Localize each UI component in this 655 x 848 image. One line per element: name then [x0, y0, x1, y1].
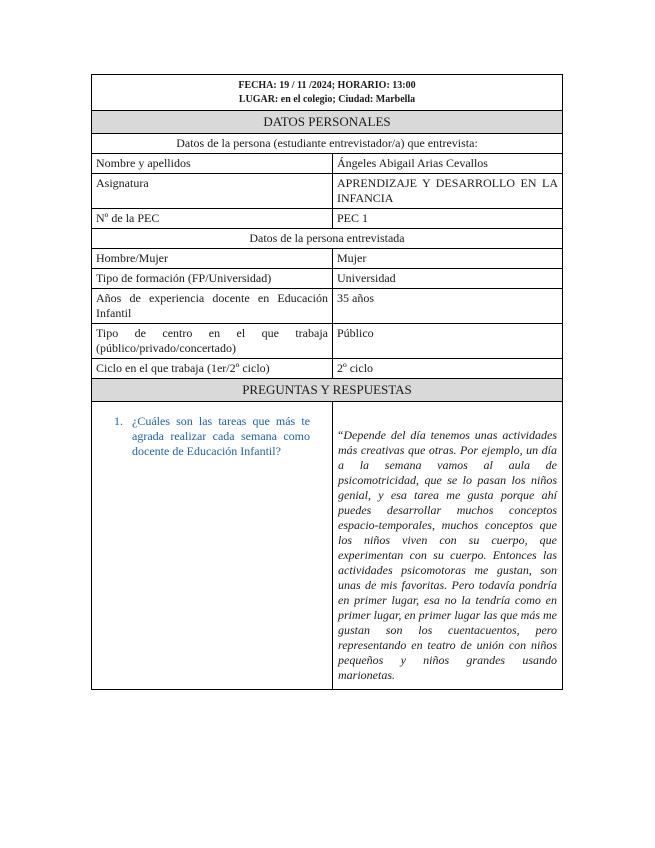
section-qa-title: PREGUNTAS Y RESPUESTAS — [92, 379, 563, 402]
value-training: Universidad — [333, 269, 563, 289]
interviewer-title-row — [92, 134, 563, 154]
interviewee-row-training — [92, 269, 563, 289]
interviewer-row-name — [92, 154, 563, 174]
label-training: Tipo de formación (FP/Universidad) — [92, 269, 333, 289]
label-pec: Nº de la PEC — [92, 209, 333, 229]
label-school-type: Tipo de centro en el que trabaja (público/privado/concertado) — [92, 324, 333, 359]
question-cell — [92, 402, 333, 690]
value-school-type: Público — [333, 324, 563, 359]
interviewee-title-row — [92, 229, 563, 249]
label-name: Nombre y apellidos — [92, 154, 333, 174]
date-time-line: FECHA: 19 / 11 /2024; HORARIO: 13:00 — [238, 80, 416, 91]
value-cycle: 2º ciclo — [333, 359, 563, 379]
interviewer-row-pec — [92, 209, 563, 229]
section-personal-title: DATOS PERSONALES — [92, 111, 563, 134]
interviewer-title: Datos de la persona (estudiante entrevistador/a) que entrevista: — [92, 134, 563, 154]
interviewee-title: Datos de la persona entrevistada — [92, 229, 563, 249]
interviewee-row-experience — [92, 289, 563, 324]
label-subject: Asignatura — [92, 174, 333, 209]
interviewee-row-school-type — [92, 324, 563, 359]
header-cell — [92, 75, 563, 111]
question-text: ¿Cuáles son las tareas que más te agrada realizar cada semana como docente de Educación Infantil? — [132, 414, 310, 458]
value-pec: PEC 1 — [333, 209, 563, 229]
place-line: LUGAR: en el colegio; Ciudad: Marbella — [238, 94, 416, 105]
interview-document — [91, 74, 563, 690]
question-number: 1. — [114, 414, 123, 428]
qa-row — [92, 402, 563, 690]
answer-open-quote: “ — [338, 428, 344, 442]
label-cycle: Ciclo en el que trabaja (1er/2º ciclo) — [92, 359, 333, 379]
section-qa-row — [92, 379, 563, 402]
value-experience: 35 años — [333, 289, 563, 324]
label-experience: Años de experiencia docente en Educación Infantil — [92, 289, 333, 324]
interviewee-row-cycle — [92, 359, 563, 379]
label-gender: Hombre/Mujer — [92, 249, 333, 269]
value-name: Ángeles Abigail Arias Cevallos — [333, 154, 563, 174]
interview-table — [91, 74, 563, 690]
header-row — [92, 75, 563, 111]
answer-cell — [333, 402, 563, 690]
value-gender: Mujer — [333, 249, 563, 269]
section-personal-row — [92, 111, 563, 134]
interviewer-row-subject — [92, 174, 563, 209]
interviewee-row-gender — [92, 249, 563, 269]
value-subject: APRENDIZAJE Y DESARROLLO EN LA INFANCIA — [333, 174, 563, 209]
answer-text: Depende del día tenemos unas actividades más creativas que otras. Por ejemplo, un día a la semana vamos al aula de psicomotricidad, que se lo pasan los niños genial, y esa tarea me gusta porque ahí puedes desarrollar muchos conceptos espacio-temporales, muchos conceptos que los niños viven con su cuerpo, que experimentan con su cuerpo. Entonces las actividades psicomotoras me gustan, son unas de mis favoritas. Pero todavía pondría en primer lugar, esa no la tendría como en primer lugar, en primer lugar las que más me gustan son los cuentacuentos, pero representando en teatro de unión con niños pequeños y niños grandes usando marionetas. — [338, 428, 557, 682]
